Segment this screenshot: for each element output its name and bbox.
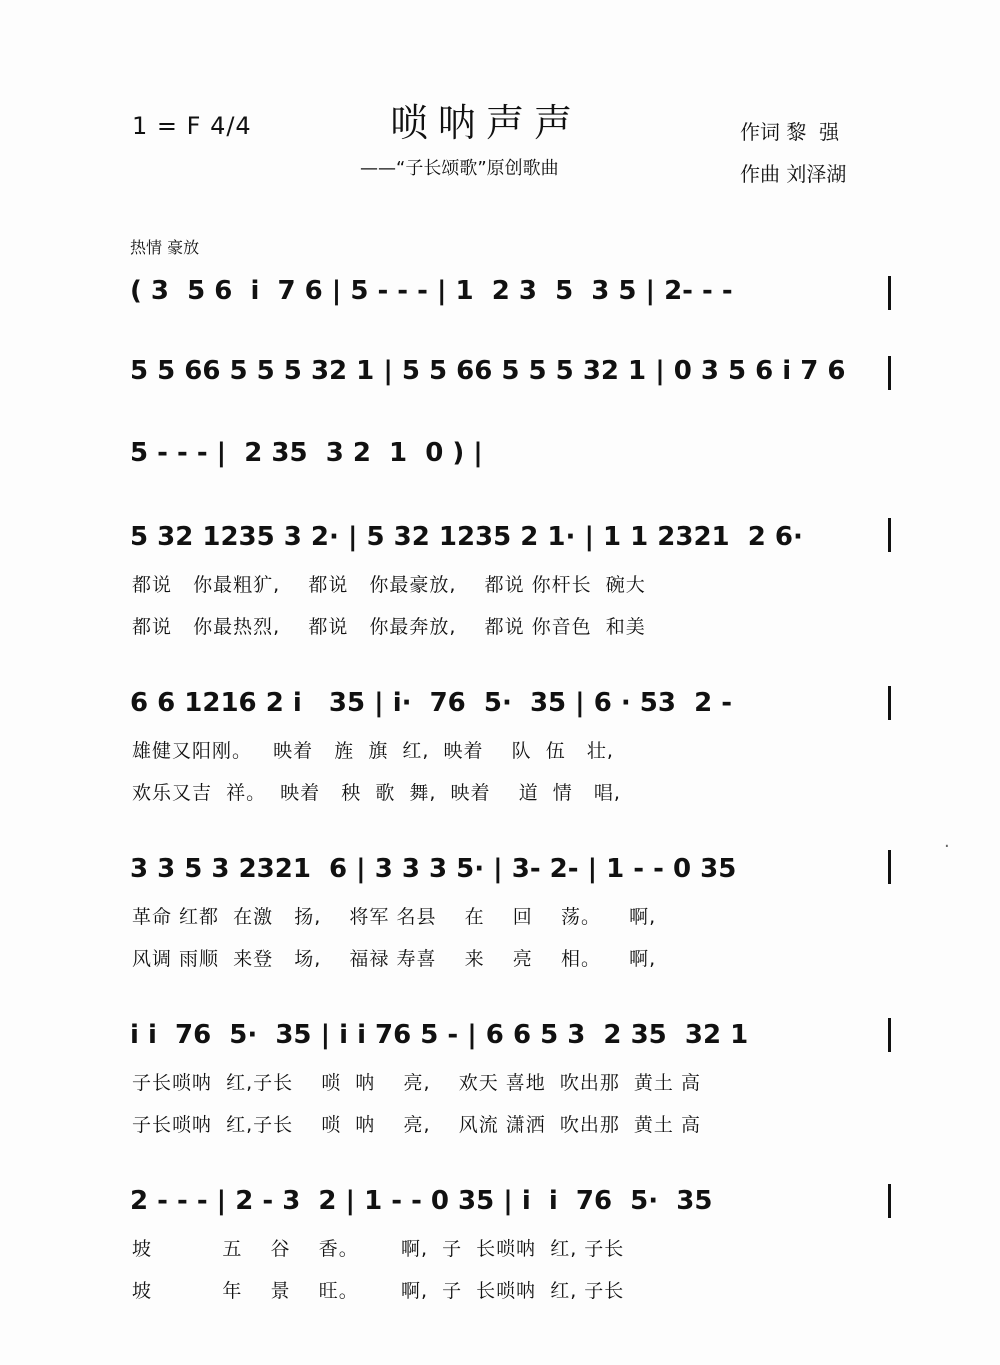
lyric-verse-2: 欢乐又吉 祥。 映着 秧 歌 舞, 映着 道 情 唱, xyxy=(132,782,621,804)
score-row-3 xyxy=(130,438,910,470)
key-signature: 1 = F 4/4 xyxy=(132,112,252,140)
tempo-marking: 热情 豪放 xyxy=(130,238,200,257)
lyric-verse-1: 雄健又阳刚。 映着 旌 旗 红, 映着 队 伍 壮, xyxy=(132,740,614,762)
score-row-4 xyxy=(130,522,910,554)
notation-line: 3 3 5 3 2321 6 | 3 3 3 5· | 3- 2- | 1 - - 0 35 xyxy=(130,854,746,884)
barline xyxy=(888,686,891,720)
score-row-2 xyxy=(130,356,910,388)
lyric-verse-1: 革命 红都 在激 扬, 将军 名县 在 回 荡。 啊, xyxy=(132,906,657,928)
barline xyxy=(888,1018,891,1052)
notation-line: 5 5 66 5 5 5 32 1 | 5 5 66 5 5 5 32 1 | 0 3 5 6 i 7 6 xyxy=(130,356,855,386)
barline xyxy=(888,850,891,884)
lyric-verse-1: 子长唢呐 红,子长 唢 呐 亮, 欢天 喜地 吹出那 黄土 高 xyxy=(132,1072,701,1094)
notation-line: 5 32 1235 3 2· | 5 32 1235 2 1· | 1 1 2321 2 6· xyxy=(130,522,812,552)
lyricist-credit: 作词 黎 强 xyxy=(740,120,840,144)
composer-credit: 作曲 刘泽湖 xyxy=(740,162,847,186)
lyric-verse-2: 都说 你最热烈, 都说 你最奔放, 都说 你音色 和美 xyxy=(132,616,646,638)
song-subtitle: ——“子长颂歌”原创歌曲 xyxy=(360,158,559,179)
notation-line: 6 6 1216 2 i 35 | i· 76 5· 35 | 6 · 53 2 - xyxy=(130,688,742,718)
notation-line: i i 76 5· 35 | i i 76 5 - | 6 6 5 3 2 35 32 1 xyxy=(130,1020,758,1050)
lyric-verse-2: 坡 年 景 旺。 啊, 子 长唢呐 红, 子长 xyxy=(132,1280,625,1302)
barline xyxy=(888,356,891,390)
scan-mark: · xyxy=(944,836,950,857)
lyric-verse-2: 子长唢呐 红,子长 唢 呐 亮, 风流 潇洒 吹出那 黄土 高 xyxy=(132,1114,701,1136)
lyric-verse-1: 都说 你最粗犷, 都说 你最豪放, 都说 你杆长 碗大 xyxy=(132,574,646,596)
notation-line: 5 - - - | 2 35 3 2 1 0 ) | xyxy=(130,438,483,468)
barline xyxy=(888,276,891,310)
score-row-5 xyxy=(130,688,910,720)
song-title: 唢呐声声 xyxy=(390,101,583,145)
barline xyxy=(888,1184,891,1218)
score-row-7 xyxy=(130,1020,910,1052)
notation-line: ( 3 5 6 i 7 6 | 5 - - - | 1 2 3 5 3 5 | 2- - - xyxy=(130,276,742,306)
notation-line: 2 - - - | 2 - 3 2 | 1 - - 0 35 | i i 76 5· 35 xyxy=(130,1186,722,1216)
score-row-8 xyxy=(130,1186,910,1218)
barline xyxy=(888,518,891,552)
lyric-verse-2: 风调 雨顺 来登 场, 福禄 寿喜 来 亮 相。 啊, xyxy=(132,948,657,970)
lyric-verse-1: 坡 五 谷 香。 啊, 子 长唢呐 红, 子长 xyxy=(132,1238,625,1260)
score-row-1 xyxy=(130,276,910,308)
score-row-6 xyxy=(130,854,910,886)
